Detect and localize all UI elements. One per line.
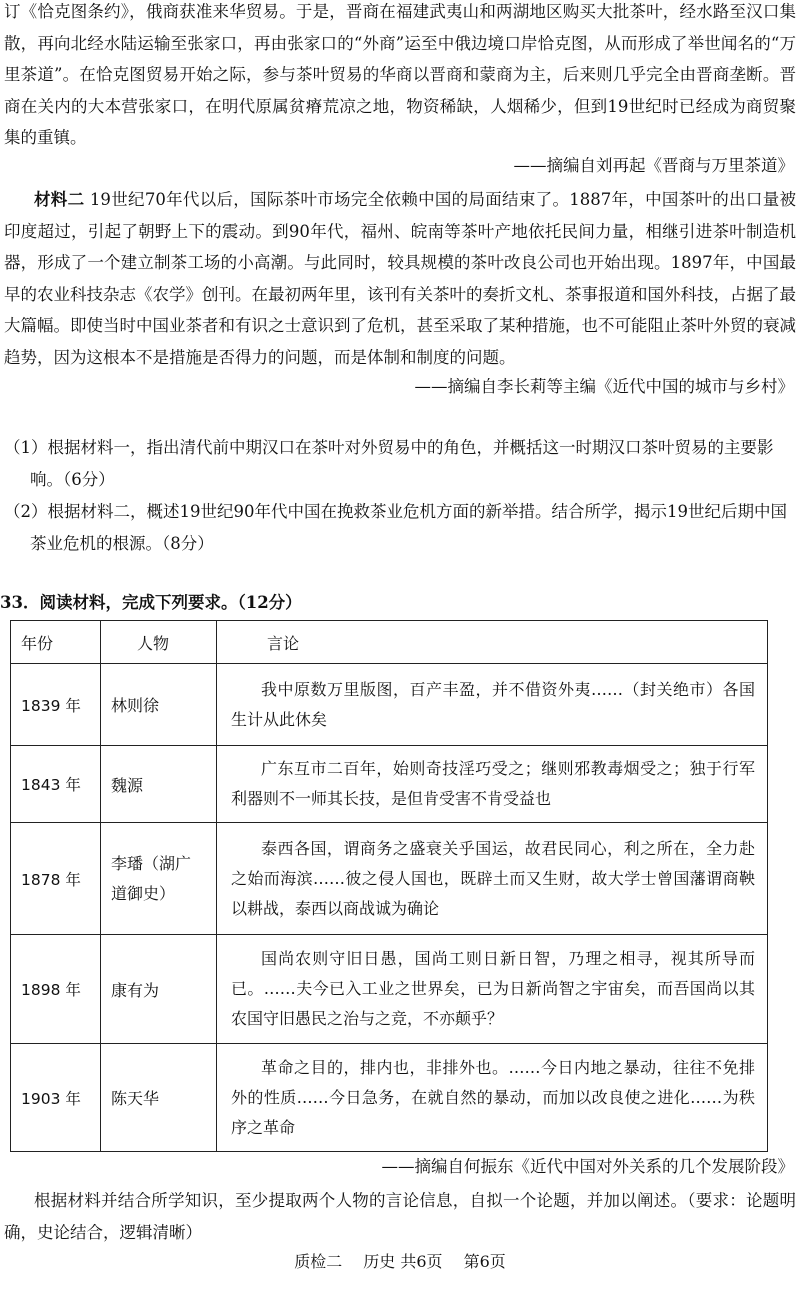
page-footer: 质检二 历史 共6页 第6页	[294, 1252, 506, 1271]
header-person: 人物	[101, 621, 217, 664]
row-year: 1839 年	[11, 664, 101, 746]
question-number: （2）	[4, 502, 48, 521]
row-year: 1843 年	[11, 746, 101, 823]
row-person: 魏源	[101, 746, 217, 823]
question-32-1	[4, 432, 796, 495]
question-33-task: 根据材料并结合所学知识，至少提取两个人物的言论信息，自拟一个论题，并加以阐述。（要求：论题明确，史论结合，逻辑清晰）	[4, 1191, 796, 1242]
row-quote: 国尚农则守旧日愚，国尚工则日新日智，乃理之相寻，视其所导而已。……夫今已入工业之世界矣，已为日新尚智之宇宙矣，而吾国尚以其农国守旧愚民之治与之竞，不亦颠乎？	[217, 935, 768, 1044]
question-number: （1）	[4, 438, 48, 457]
row-quote: 我中原数万里版图，百产丰盈，并不借资外夷……（封关绝市）各国生计从此休矣	[217, 664, 768, 746]
row-person: 康有为	[101, 935, 217, 1044]
row-year: 1898 年	[11, 935, 101, 1044]
header-quote: 言论	[217, 621, 768, 664]
question-32-2	[4, 496, 796, 559]
row-quote: 革命之目的，排内也，非排外也。……今日内地之暴动，往往不免排外的性质……今日急务，在就自然的暴动，而加以改良使之进化……为秩序之革命	[217, 1044, 768, 1152]
table-row	[11, 746, 768, 823]
row-quote: 广东互市二百年，始则奇技淫巧受之；继则邪教毒烟受之；独于行军利器则不一师其长技，是但肯受害不肯受益也	[217, 746, 768, 823]
table-row	[11, 664, 768, 746]
material2-source: ——摘编自李长莉等主编《近代中国的城市与乡村》	[414, 377, 794, 396]
question-text: 根据材料二，概述19世纪90年代中国在挽救茶业危机方面的新举措。结合所学，揭示19世纪后期中国茶业危机的根源。（8分）	[30, 502, 787, 553]
material2-text: 19世纪70年代以后，国际茶叶市场完全依赖中国的局面结束了。1887年，中国茶叶的出口量被印度超过，引起了朝野上下的震动。到90年代，福州、皖南等茶叶产地依托民间力量，相继引进茶叶制造机器，形成了一个建立制茶工场的小高潮。与此同时，较具规模的茶叶改良公司也开始出现。1897年，中国最早的农业科技杂志《农学》创刊。在最初两年里，该刊有关茶叶的奏折文札、茶事报道和国外科技，占据了最大篇幅。即使当时中国业茶者和有识之士意识到了危机，甚至采取了某种措施，也不可能阻止茶叶外贸的衰减趋势，因为这根本不是措施是否得力的问题，而是体制和制度的问题。	[4, 190, 796, 367]
row-person: 陈天华	[101, 1044, 217, 1152]
material2-paragraph	[4, 184, 796, 373]
row-person: 李璠（湖广道御史）	[101, 823, 217, 935]
row-person: 林则徐	[101, 664, 217, 746]
question-33-title: 33．阅读材料，完成下列要求。（12分）	[0, 593, 302, 612]
row-year: 1903 年	[11, 1044, 101, 1152]
table-header-row	[11, 621, 768, 664]
material1-source: ——摘编自刘再起《晋商与万里茶道》	[513, 156, 794, 175]
question-33-source: ——摘编自何振东《近代中国对外关系的几个发展阶段》	[381, 1157, 794, 1176]
table-row	[11, 823, 768, 935]
question-text: 根据材料一，指出清代前中期汉口在茶叶对外贸易中的角色，并概括这一时期汉口茶叶贸易的主要影响。（6分）	[30, 438, 774, 489]
header-year: 年份	[11, 621, 101, 664]
table-row	[11, 935, 768, 1044]
material1-paragraph: 订《恰克图条约》，俄商获准来华贸易。于是，晋商在福建武夷山和两湖地区购买大批茶叶，经水路至汉口集散，再向北经水陆运输至张家口，再由张家口的“外商”运至中俄边境口岸恰克图，从而形成了举世闻名的“万里茶道”。在恰克图贸易开始之际，参与茶叶贸易的华商以晋商和蒙商为主，后来则几乎完全由晋商垄断。晋商在关内的大本营张家口，在明代原属贫瘠荒凉之地，物资稀缺，人烟稀少，但到19世纪时已经成为商贸聚集的重镇。	[4, 2, 796, 147]
row-quote: 泰西各国，谓商务之盛衰关乎国运，故君民同心，利之所在，全力赴之始而海滨……彼之侵人国也，既辟土而又生财，故大学士曾国藩谓商鞅以耕战，泰西以商战诚为确论	[217, 823, 768, 935]
quotes-table	[10, 620, 768, 1152]
row-year: 1878 年	[11, 823, 101, 935]
material2-label: 材料二	[34, 190, 85, 209]
table-row	[11, 1044, 768, 1152]
